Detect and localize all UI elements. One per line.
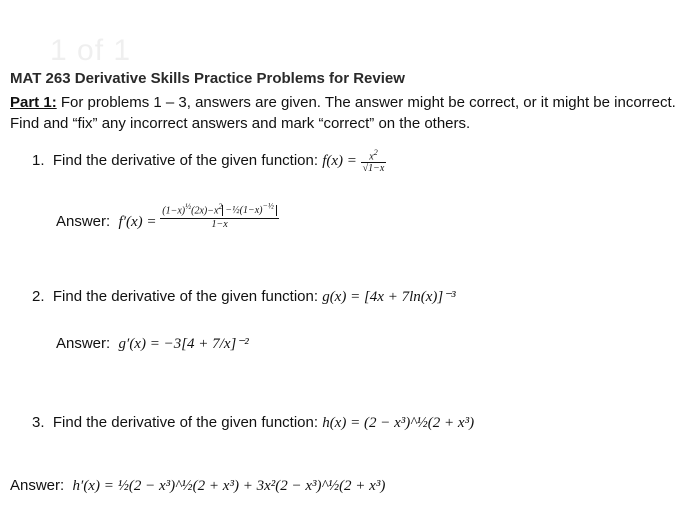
- answer-denominator: 1−x: [160, 218, 279, 230]
- answer-expression: h′(x) = ½(2 − x³)^½(2 + x³) + 3x²(2 − x³)^½(2 + x³): [72, 478, 386, 494]
- fraction-denominator: √1−x: [362, 163, 385, 175]
- problem-number: 2.: [32, 288, 45, 305]
- answer-2: [56, 334, 249, 353]
- answer-lhs: f′(x) =: [118, 214, 161, 230]
- answer-label: Answer:: [56, 213, 111, 230]
- answer-label: Answer:: [10, 477, 65, 494]
- answer-fraction: [160, 202, 279, 230]
- page-title: MAT 263 Derivative Skills Practice Problems for Review: [10, 70, 405, 87]
- answer-3: [10, 477, 385, 495]
- function-lhs: f(x) =: [322, 153, 361, 170]
- part-label: Part 1:: [10, 94, 57, 111]
- problem-prompt: Find the derivative of the given function:: [52, 152, 323, 170]
- problem-prompt: Find the derivative of the given function:: [52, 288, 323, 305]
- problem-number: 3.: [32, 414, 45, 431]
- problem-2: [32, 287, 456, 306]
- part-instructions: [10, 94, 676, 111]
- function-fraction: [361, 148, 387, 174]
- answer-numerator: $(1-x)^{\frac{1}{2}}(2x)-x^2$ $-\frac{1}{2}(1-x)^{-\frac{1}{2}}$: [160, 202, 279, 218]
- function-expression: g(x) = [4x + 7ln(x)]⁻³: [322, 289, 456, 305]
- page-indicator-watermark: 1 of 1: [50, 34, 132, 67]
- function-expression: h(x) = (2 − x³)^½(2 + x³): [322, 415, 475, 431]
- problem-prompt: Find the derivative of the given function:: [52, 414, 323, 431]
- answer-1: [56, 201, 279, 231]
- part-line-1: For problems 1 – 3, answers are given. The answer might be correct, or it might be incorrect.: [56, 94, 676, 111]
- answer-expression: g′(x) = −3[4 + 7/x]⁻²: [118, 336, 249, 352]
- fraction-numerator: $x^2$: [369, 148, 378, 163]
- answer-label: Answer:: [56, 335, 111, 352]
- problem-3: [32, 414, 474, 432]
- part-line-2: Find and “fix” any incorrect answers and mark “correct” on the others.: [10, 115, 471, 132]
- problem-number: 1.: [32, 152, 45, 170]
- problem-1: [32, 148, 386, 174]
